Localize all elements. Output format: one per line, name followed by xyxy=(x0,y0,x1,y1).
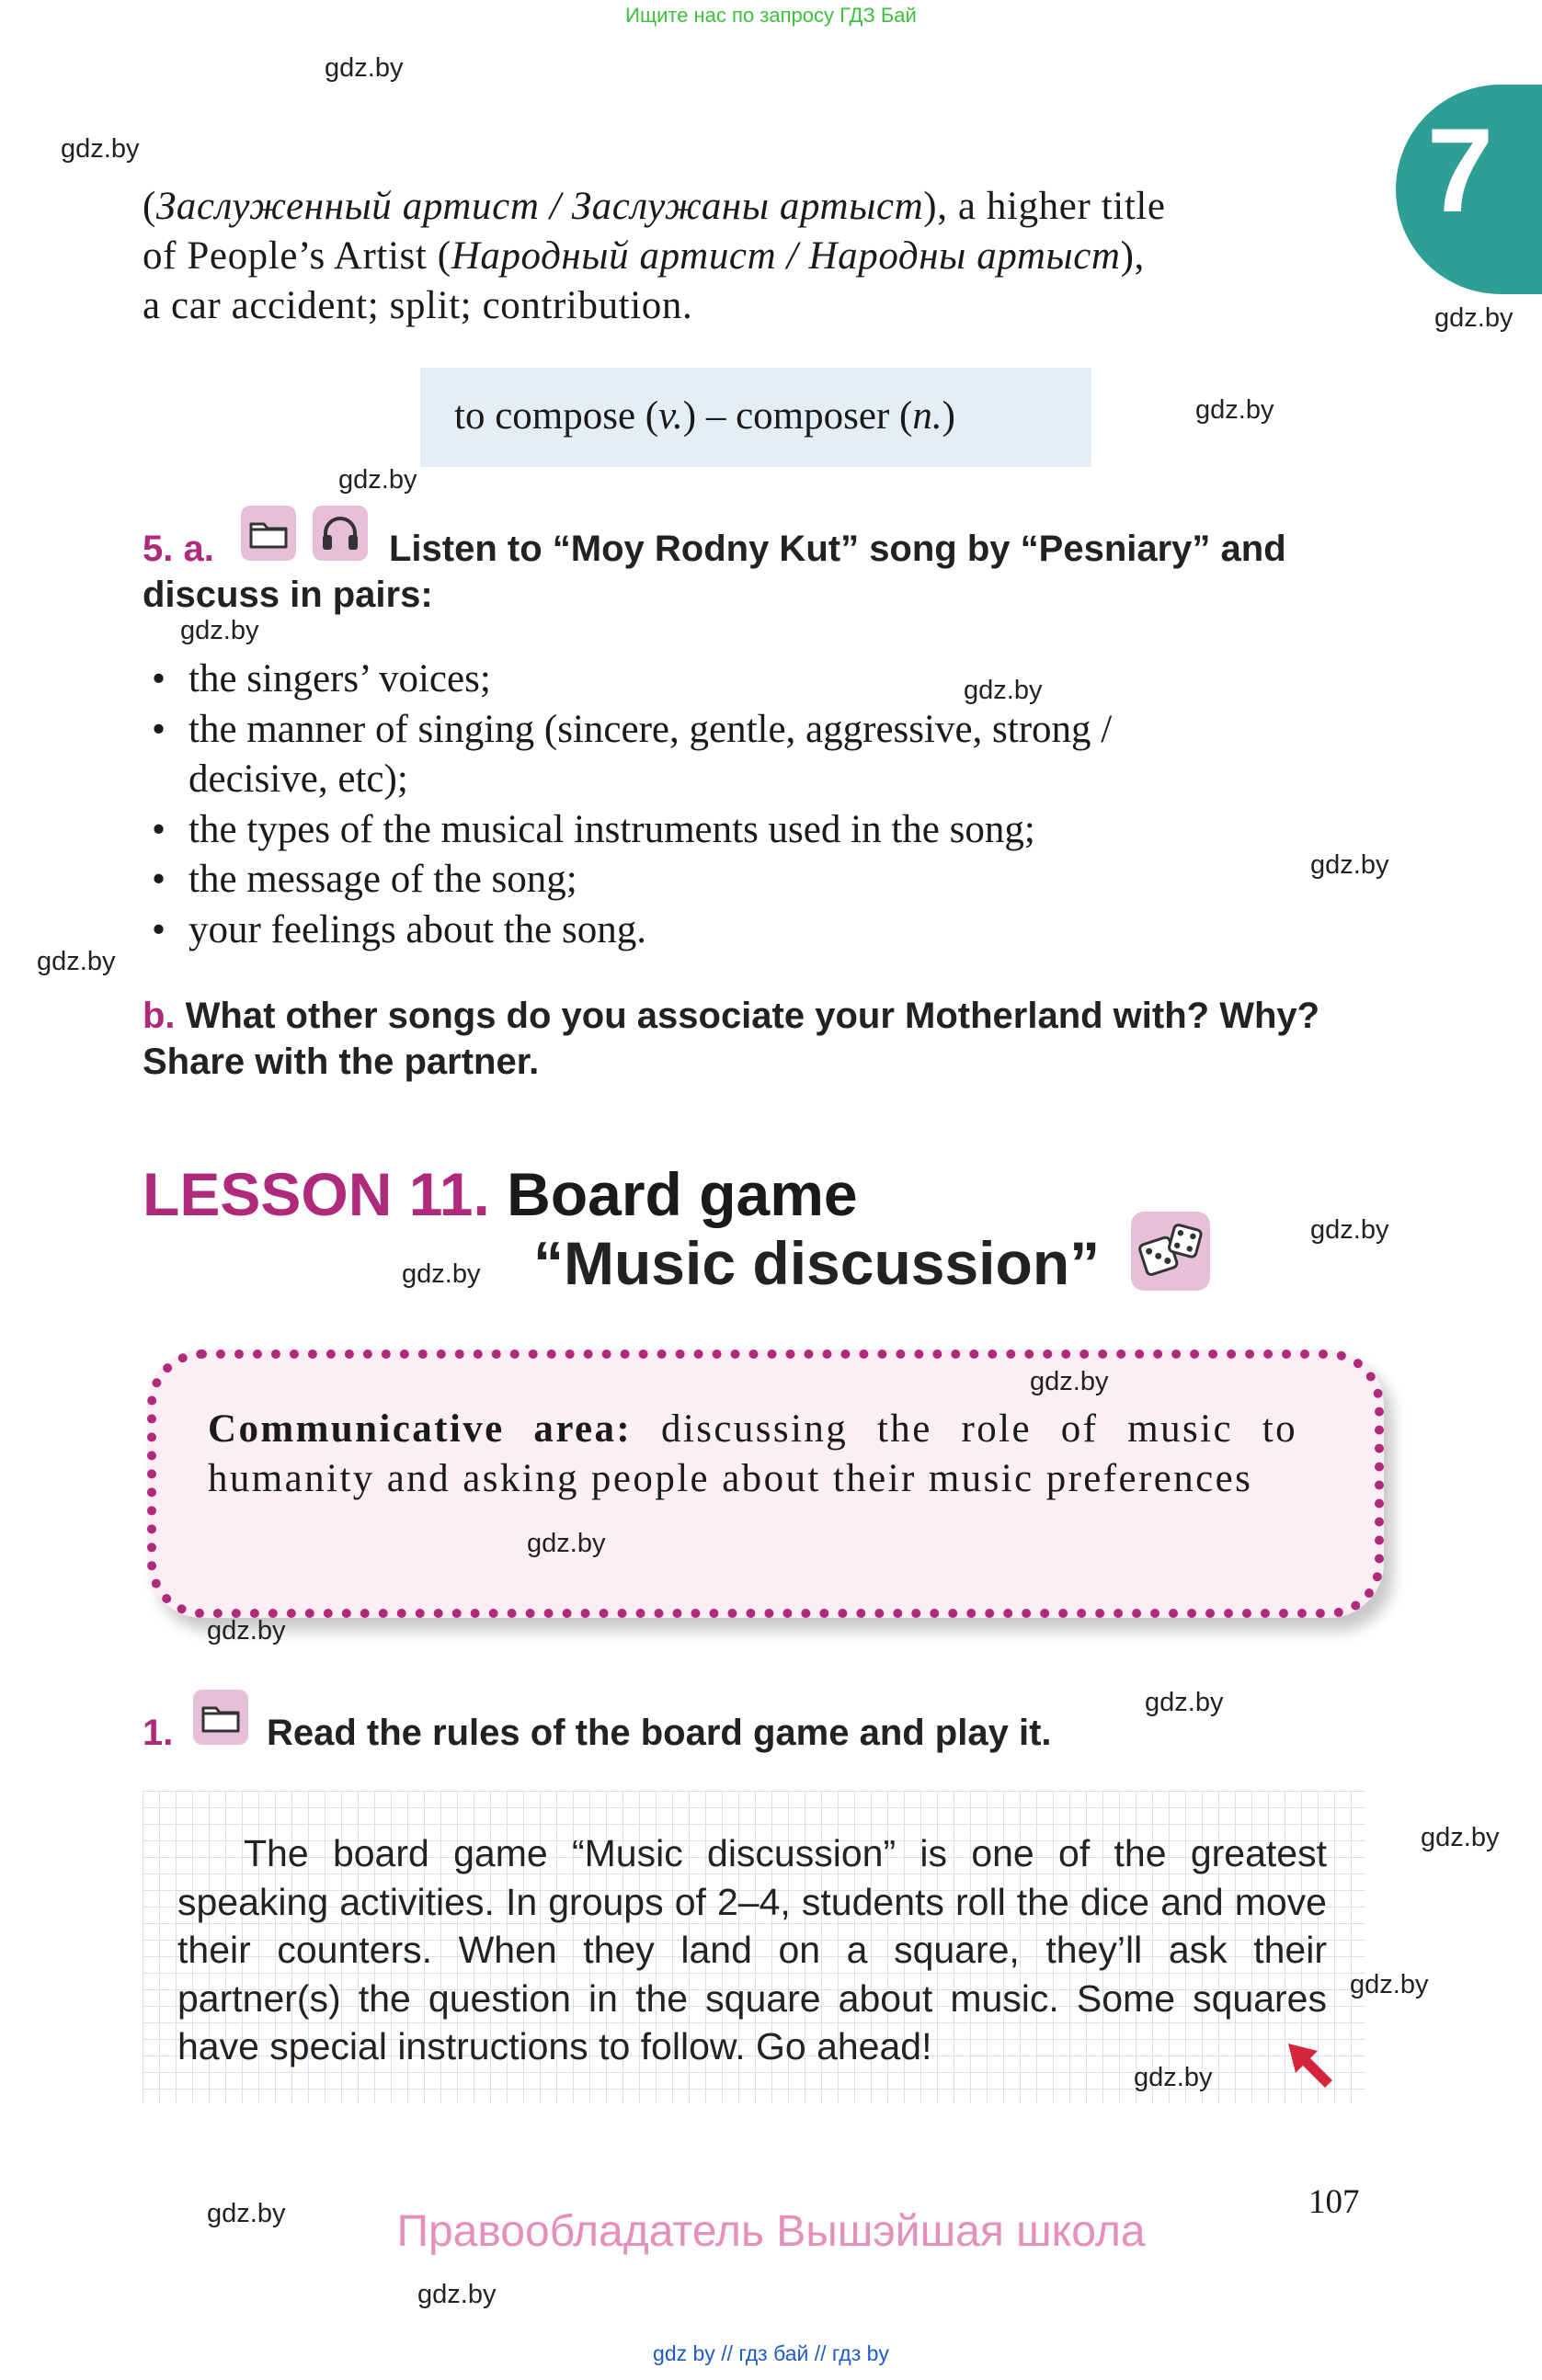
intro-line-2: of People’s Artist (Народный артист / Народны артыст), xyxy=(143,234,1145,278)
intro-line-1: (Заслуженный артист / Заслужаны артыст), a higher title xyxy=(143,185,1166,228)
folder-icon xyxy=(193,1690,248,1745)
lesson-title: LESSON 11. Board game xyxy=(143,1160,858,1228)
watermark: gdz.by xyxy=(1134,2063,1213,2092)
watermark: gdz.by xyxy=(180,616,259,645)
list-item: • the message of the song; xyxy=(188,855,1384,905)
headphones-icon xyxy=(313,506,368,561)
rules-text: The board game “Music discussion” is one of the greatest speaking activities. In groups of 2–4, students roll the dice and move their counters. When they land on a square, they’ll ask their partner(s) the question in the square about music. Some squares have special instructions to follow. Go ahead! xyxy=(177,1832,1327,2067)
watermark: gdz.by xyxy=(1145,1688,1224,1717)
watermark: gdz.by xyxy=(207,2199,286,2228)
bottom-links[interactable]: gdz by // гдз бай // гдз by xyxy=(653,2341,889,2365)
intro-line-3: a car accident; split; contribution. xyxy=(143,284,693,327)
lesson-subtitle: “Music discussion” xyxy=(533,1229,1101,1297)
page-number: 107 xyxy=(1308,2183,1360,2221)
list-item: • your feelings about the song. xyxy=(188,905,1384,956)
list-item: • the manner of singing (sincere, gentle, aggressive, strong / xyxy=(188,705,1384,756)
list-item: • the types of the musical instruments used in the song; xyxy=(188,805,1384,856)
watermark: gdz.by xyxy=(1421,1823,1500,1852)
watermark: gdz.by xyxy=(207,1616,286,1646)
exercise-1-instruction: Read the rules of the board game and play it. xyxy=(267,1713,1052,1753)
exercise-5b: b. What other songs do you associate your Motherland with? Why? xyxy=(143,996,1320,1036)
watermark: gdz.by xyxy=(325,53,404,83)
watermark: gdz.by xyxy=(1310,850,1389,880)
word-box-text: to compose (v.) – composer (n.) xyxy=(454,394,955,438)
watermark: gdz.by xyxy=(1030,1367,1109,1396)
watermark: gdz.by xyxy=(338,465,417,495)
intro-paragraph xyxy=(143,182,1375,331)
chapter-number: 7 xyxy=(1426,103,1494,237)
dice-icon xyxy=(1131,1212,1210,1291)
exercise-5-number: 5. a. xyxy=(143,529,214,569)
exercise-5-instruction-cont: discuss in pairs: xyxy=(143,575,433,615)
list-item: • the singers’ voices; xyxy=(188,655,1384,705)
watermark: gdz.by xyxy=(402,1259,481,1289)
discussion-bullet-list xyxy=(188,655,1384,955)
watermark: gdz.by xyxy=(1310,1215,1389,1245)
watermark: gdz.by xyxy=(417,2280,497,2309)
exercise-5-instruction: Listen to “Moy Rodny Kut” song by “Pesniary” and xyxy=(389,529,1286,569)
top-banner: Ищите нас по запросу ГДЗ Бай xyxy=(625,4,917,27)
watermark: gdz.by xyxy=(61,134,140,164)
arrow-icon xyxy=(1283,2036,1338,2096)
watermark: gdz.by xyxy=(1434,303,1513,333)
list-item-continuation: decisive, etc); xyxy=(188,757,408,801)
exercise-1-number: 1. xyxy=(143,1713,174,1753)
watermark: gdz.by xyxy=(527,1529,606,1558)
watermark: gdz.by xyxy=(37,947,116,976)
watermark: gdz.by xyxy=(964,676,1043,705)
copyright-notice: Правообладатель Вышэйшая школа xyxy=(396,2207,1146,2256)
watermark: gdz.by xyxy=(1350,1970,1429,1999)
exercise-5b-cont: Share with the partner. xyxy=(143,1042,540,1082)
communicative-area-text: Communicative area: discussing the role of music to humanity and asking people about their music preferences xyxy=(208,1407,1298,1500)
folder-icon xyxy=(241,506,296,561)
watermark: gdz.by xyxy=(1195,395,1274,425)
